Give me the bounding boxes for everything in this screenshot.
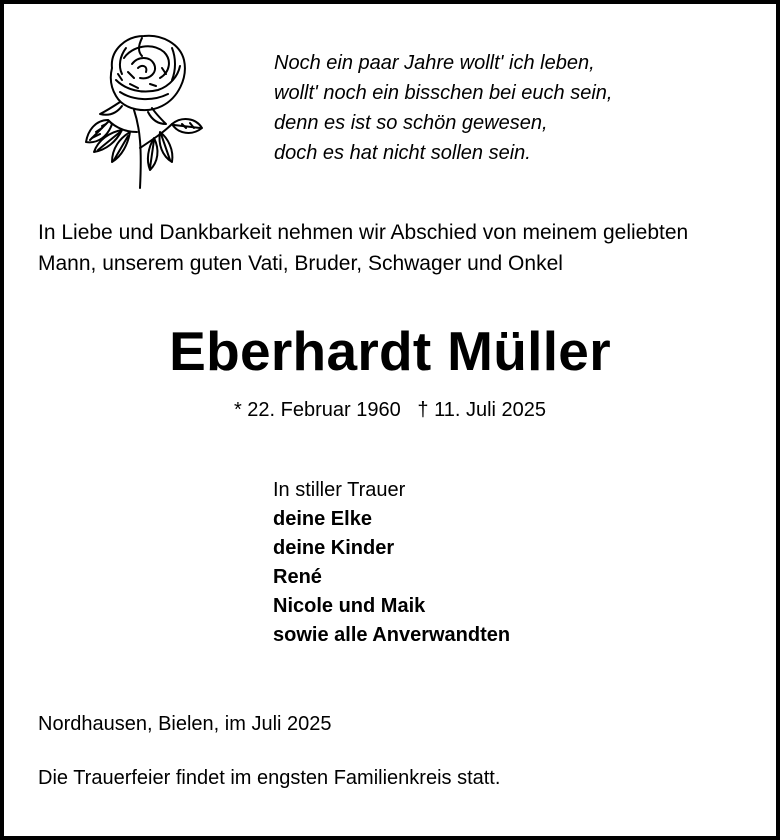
place-and-date: Nordhausen, Bielen, im Juli 2025 xyxy=(38,713,332,735)
mourner-name: deine Elke xyxy=(273,508,372,530)
poem-line: Noch ein paar Jahre wollt' ich leben, xyxy=(274,52,595,74)
mourning-lead: In stiller Trauer xyxy=(273,479,406,501)
mourners-block xyxy=(273,476,510,650)
intro-line: Mann, unserem guten Vati, Bruder, Schwager und Onkel xyxy=(38,252,563,275)
mourner-name: sowie alle Anverwandten xyxy=(273,624,511,646)
poem-line: wollt' noch ein bisschen bei euch sein, xyxy=(274,82,613,104)
mourner-name: René xyxy=(273,566,322,588)
mourner-name: Nicole und Maik xyxy=(273,595,426,617)
rose-icon xyxy=(82,28,206,192)
intro-line: In Liebe und Dankbarkeit nehmen wir Abschied von meinem geliebten xyxy=(38,221,689,244)
farewell-intro xyxy=(38,217,688,279)
ceremony-note: Die Trauerfeier findet im engsten Familienkreis statt. xyxy=(38,767,501,789)
poem-line: doch es hat nicht sollen sein. xyxy=(274,142,531,164)
mourner-name: deine Kinder xyxy=(273,537,395,559)
poem-line: denn es ist so schön gewesen, xyxy=(274,112,548,134)
deceased-name: Eberhardt Müller xyxy=(169,320,611,382)
life-dates: * 22. Februar 1960 † 11. Juli 2025 xyxy=(233,399,547,421)
poem-verse xyxy=(274,48,612,168)
